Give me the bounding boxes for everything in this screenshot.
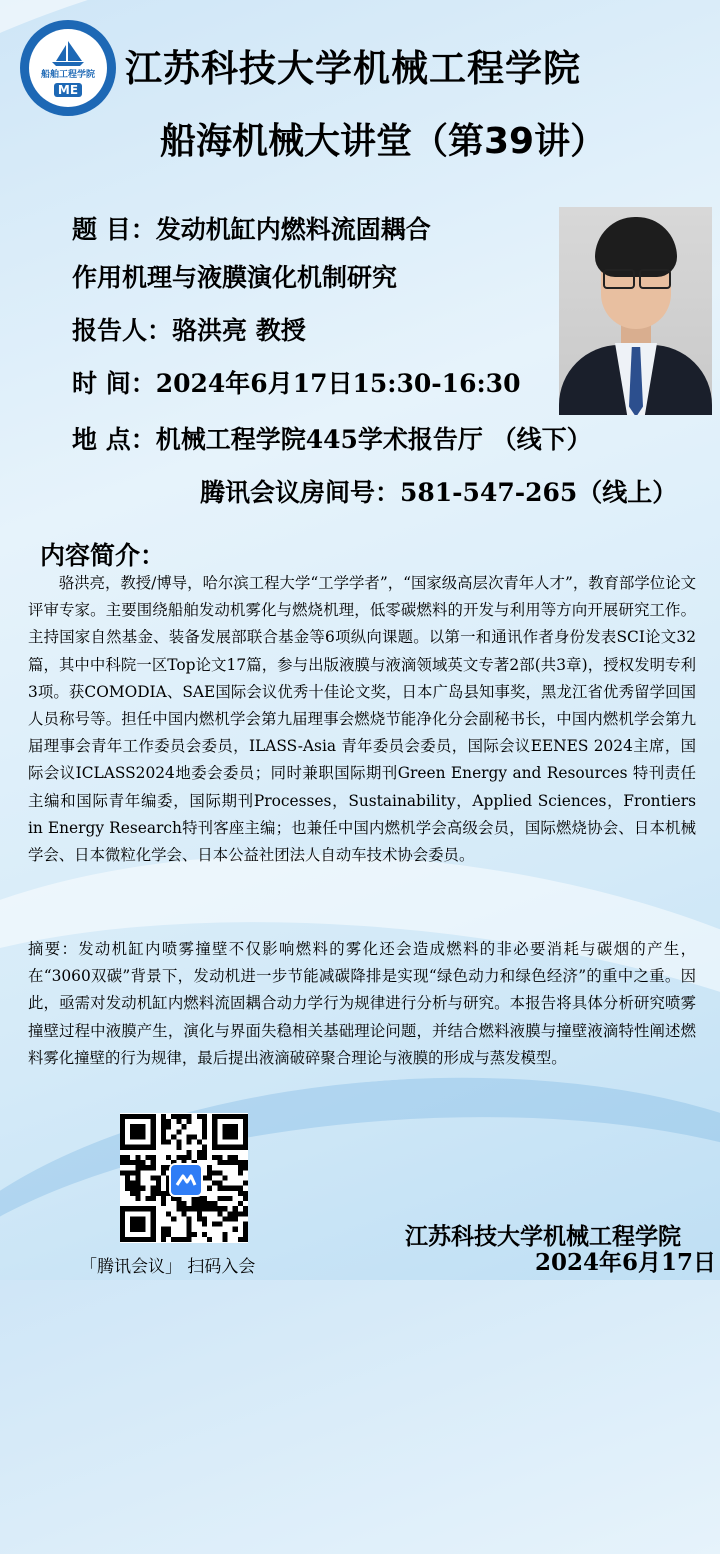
speaker-label: 报告人： <box>72 316 173 345</box>
page-title: 江苏科技大学机械工程学院 <box>125 47 581 90</box>
page-subtitle: 船海机械大讲堂（第39讲） <box>160 121 607 162</box>
logo-badge: ME <box>54 83 82 97</box>
footer-date: 2024年6月17日 <box>535 1249 717 1276</box>
place-label: 地 点： <box>72 425 156 454</box>
abstract-text: 摘要：发动机缸内喷雾撞壁不仅影响燃料的雾化还会造成燃料的非必要消耗与碳烟的产生，在“3060双碳”背景下，发动机进一步节能减碳降排是实现“绿色动力和绿色经济”的重中之重。因此，亟需对发动机缸内燃料流固耦合动力学行为规律进行分析与研究。本报告将具体分析研究喷雾撞壁过程中液膜产生，演化与界面失稳相关基础理论问题，并结合燃料液膜与撞壁液滴特性阐述燃料雾化撞壁的行为规律，最后提出液滴破碎聚合理论与液膜的形成与蒸发模型。 <box>28 940 696 1067</box>
speaker-photo <box>559 207 712 415</box>
speaker-row <box>72 311 306 347</box>
ship-sail-icon <box>48 39 88 67</box>
footer-organization: 江苏科技大学机械工程学院 <box>405 1223 681 1250</box>
place-offline: 机械工程学院445学术报告厅 （线下） <box>155 425 592 454</box>
time-value: 2024年6月17日15:30-16:30 <box>155 369 521 398</box>
background-swoosh-bottom <box>0 1046 720 1554</box>
qr-caption: 「腾讯会议」 扫码入会 <box>80 1257 256 1277</box>
meeting-qr-code[interactable] <box>120 1113 248 1243</box>
speaker-name: 骆洪亮 教授 <box>172 316 306 345</box>
intro-heading: 内容简介： <box>40 541 166 570</box>
topic-line-2: 作用机理与液膜演化机制研究 <box>72 263 398 292</box>
speaker-bio: 骆洪亮，教授/博导，哈尔滨工程大学“工学学者”，“国家级高层次青年人才”，教育部学位论文评审专家。主要围绕船舶发动机雾化与燃烧机理，低零碳燃料的开发与利用等方向开展研究工作。主持国家自然基金、装备发展部联合基金等6项纵向课题。以第一和通讯作者身份发表SCI论文32篇，其中中科院一区Top论文17篇，参与出版液膜与液滴领域英文专著2部(共3章)，授权发明专利3项。获COMODIA、SAE国际会议优秀十佳论文奖，日本广岛县知事奖，黑龙江省优秀留学回国人员称号等。担任中国内燃机学会第九届理事会燃烧节能净化分会副秘书长，中国内燃机学会第九届理事会青年工作委员会委员，ILASS-Asia 青年委员会委员，国际会议EENES 2024主席，国际会议ICLASS2024地委会委员；同时兼职国际期刊Green Energy and Resources 特刊责任主编和国际青年编委，国际期刊Processes，Sustainability，Applied Sciences，Frontiers in Energy Research特刊客座主编；也兼任中国内燃机学会高级会员，国际燃烧协会、日本机械学会、日本微粒化学会、日本公益社团法人自动车技术协会委员。 <box>28 574 696 865</box>
logo-text: 船舶工程学院 <box>40 70 95 80</box>
tencent-meeting-icon <box>169 1163 203 1197</box>
topic-label: 题 目： <box>72 215 156 244</box>
time-label: 时 间： <box>72 369 156 398</box>
background-swoosh-middle <box>0 799 720 1491</box>
place-online: 腾讯会议房间号：581-547-265（线上） <box>200 478 678 507</box>
topic-line-1: 发动机缸内燃料流固耦合 <box>155 215 431 244</box>
topic-row <box>72 210 431 246</box>
university-logo <box>20 20 116 116</box>
time-row <box>72 364 520 400</box>
place-row <box>72 420 592 456</box>
